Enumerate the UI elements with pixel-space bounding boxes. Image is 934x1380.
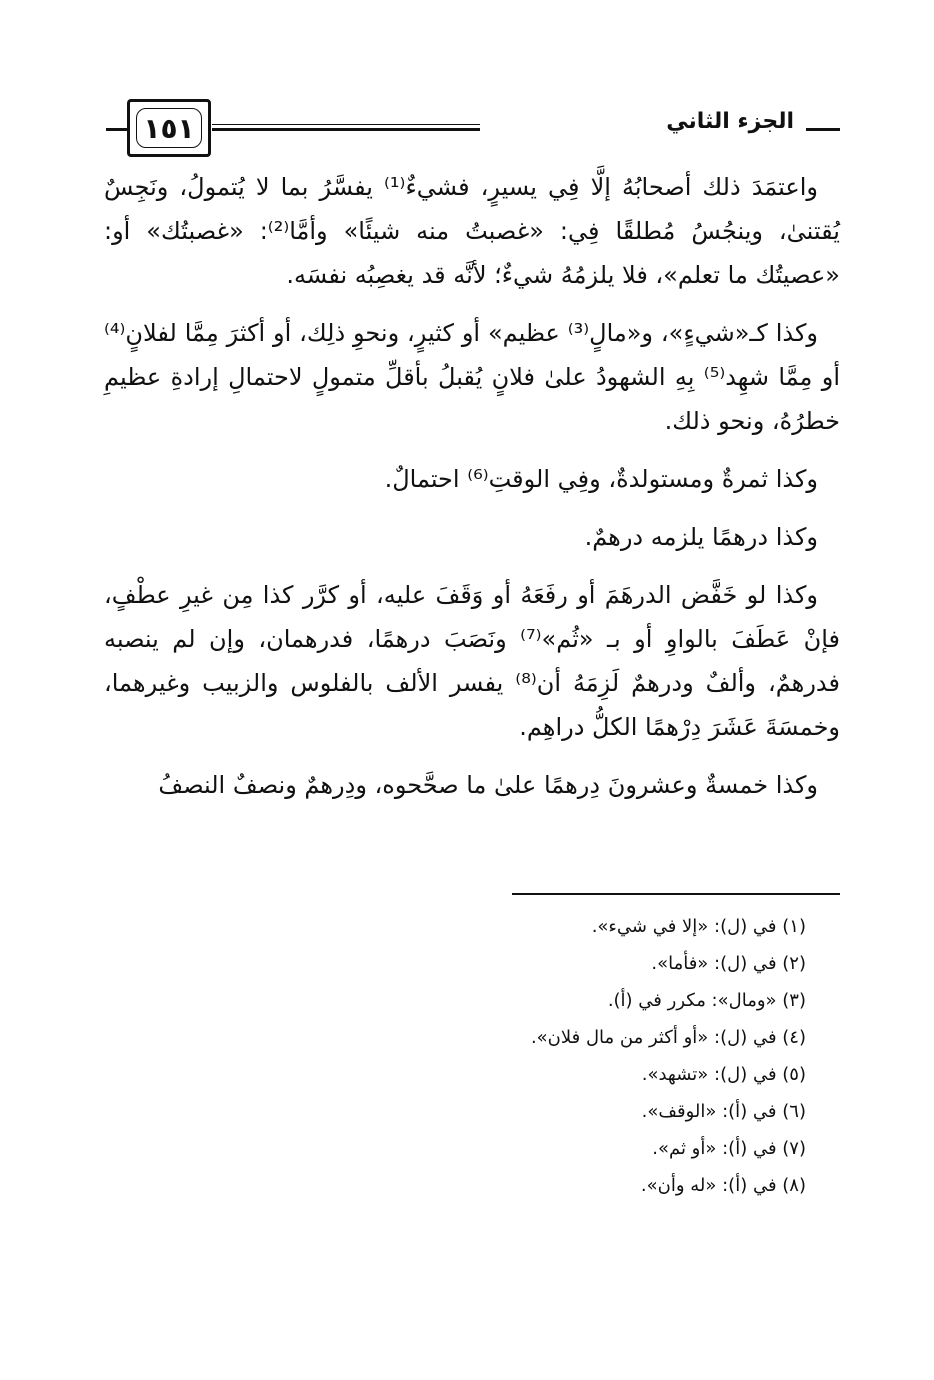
header-rule-middle-thin [212,124,480,125]
footnote-5: (٥) في (ل): «تشهد». [641,1064,806,1085]
running-title: الجزء الثاني [666,109,794,134]
footnote-separator [512,893,840,895]
body-text [104,165,840,821]
footnote-6: (٦) في (أ): «الوقف». [641,1101,806,1122]
footnote-8: (٨) في (أ): «له وأن». [640,1175,806,1196]
paragraph-4: وكذا درهمًا يلزمه درهمٌ. [584,523,818,551]
paragraph-3: وكذا ثمرةٌ ومستولدةٌ، وفِي الوقتِ⁽⁶⁾ احتمالٌ. [384,465,818,493]
header-rule-middle [212,128,480,131]
paragraph-6: وكذا خمسةٌ وعشرونَ دِرهمًا علىٰ ما صحَّحوه، ودِرهمٌ ونصفٌ النصفُ [158,771,818,799]
header-rule-right [806,128,840,131]
paragraph-1: واعتمَدَ ذلك أصحابُهُ إلَّا فِي يسيرٍ، فشيءٌ⁽¹⁾ يفسَّرُ بما لا يُتمولُ، ونَجِسٌ يُقتنىٰ، وينجُسُ مُطلقًا فِي: «غصبتُ منه شيئًا» وأمَّا⁽²⁾: «غصبتُك» أو: «عصيتُك ما تعلم»، فلا يلزمُهُ شيءٌ؛ لأنَّه قد يغصِبُه نفسَه. [104,173,840,289]
footnote-4: (٤) في (ل): «أو أكثر من مال فلان». [530,1027,806,1048]
page-header [0,95,934,165]
paragraph-2: وكذا كـ«شيءٍ»، و«مالٍ⁽³⁾ عظيم» أو كثيرٍ، ونحوِ ذلِك، أو أكثرَ مِمَّا لفلانٍ⁽⁴⁾ أو مِمَّا شهِد⁽⁵⁾ بِهِ الشهودُ علىٰ فلانٍ يُقبلُ بأقلِّ متمولٍ لاحتمالِ إرادةِ عظيمِ خطرُهُ، ونحو ذلك. [104,319,840,435]
footnote-1: (١) في (ل): «إلا في شيء». [591,916,806,937]
footnote-7: (٧) في (أ): «أو ثم». [652,1138,806,1159]
footnote-2: (٢) في (ل): «فأما». [651,953,806,974]
footnotes [206,908,806,1204]
paragraph-5: وكذا لو خَفَّض الدرهَمَ أو رفَعَهُ أو وَقَفَ عليه، أو كرَّر كذا مِن غيرِ عطْفٍ، فإنْ عَطَفَ بالواوِ أو بـ «ثُم»⁽⁷⁾ ونَصَبَ درهمًا، فدرهمان، وإن لم ينصبه فدرهمٌ، وألفٌ ودرهمٌ لَزِمَهُ أن⁽⁸⁾ يفسر الألف بالفلوس والزبيب وغيرهما، وخمسَةَ عَشَرَ دِرْهمًا الكلُّ دراهِم. [104,581,841,741]
header-rule-left [106,128,128,131]
page-number: ١٥١ [136,108,202,148]
footnote-3: (٣) «ومال»: مكرر في (أ). [607,990,806,1011]
page-number-frame [127,99,211,157]
